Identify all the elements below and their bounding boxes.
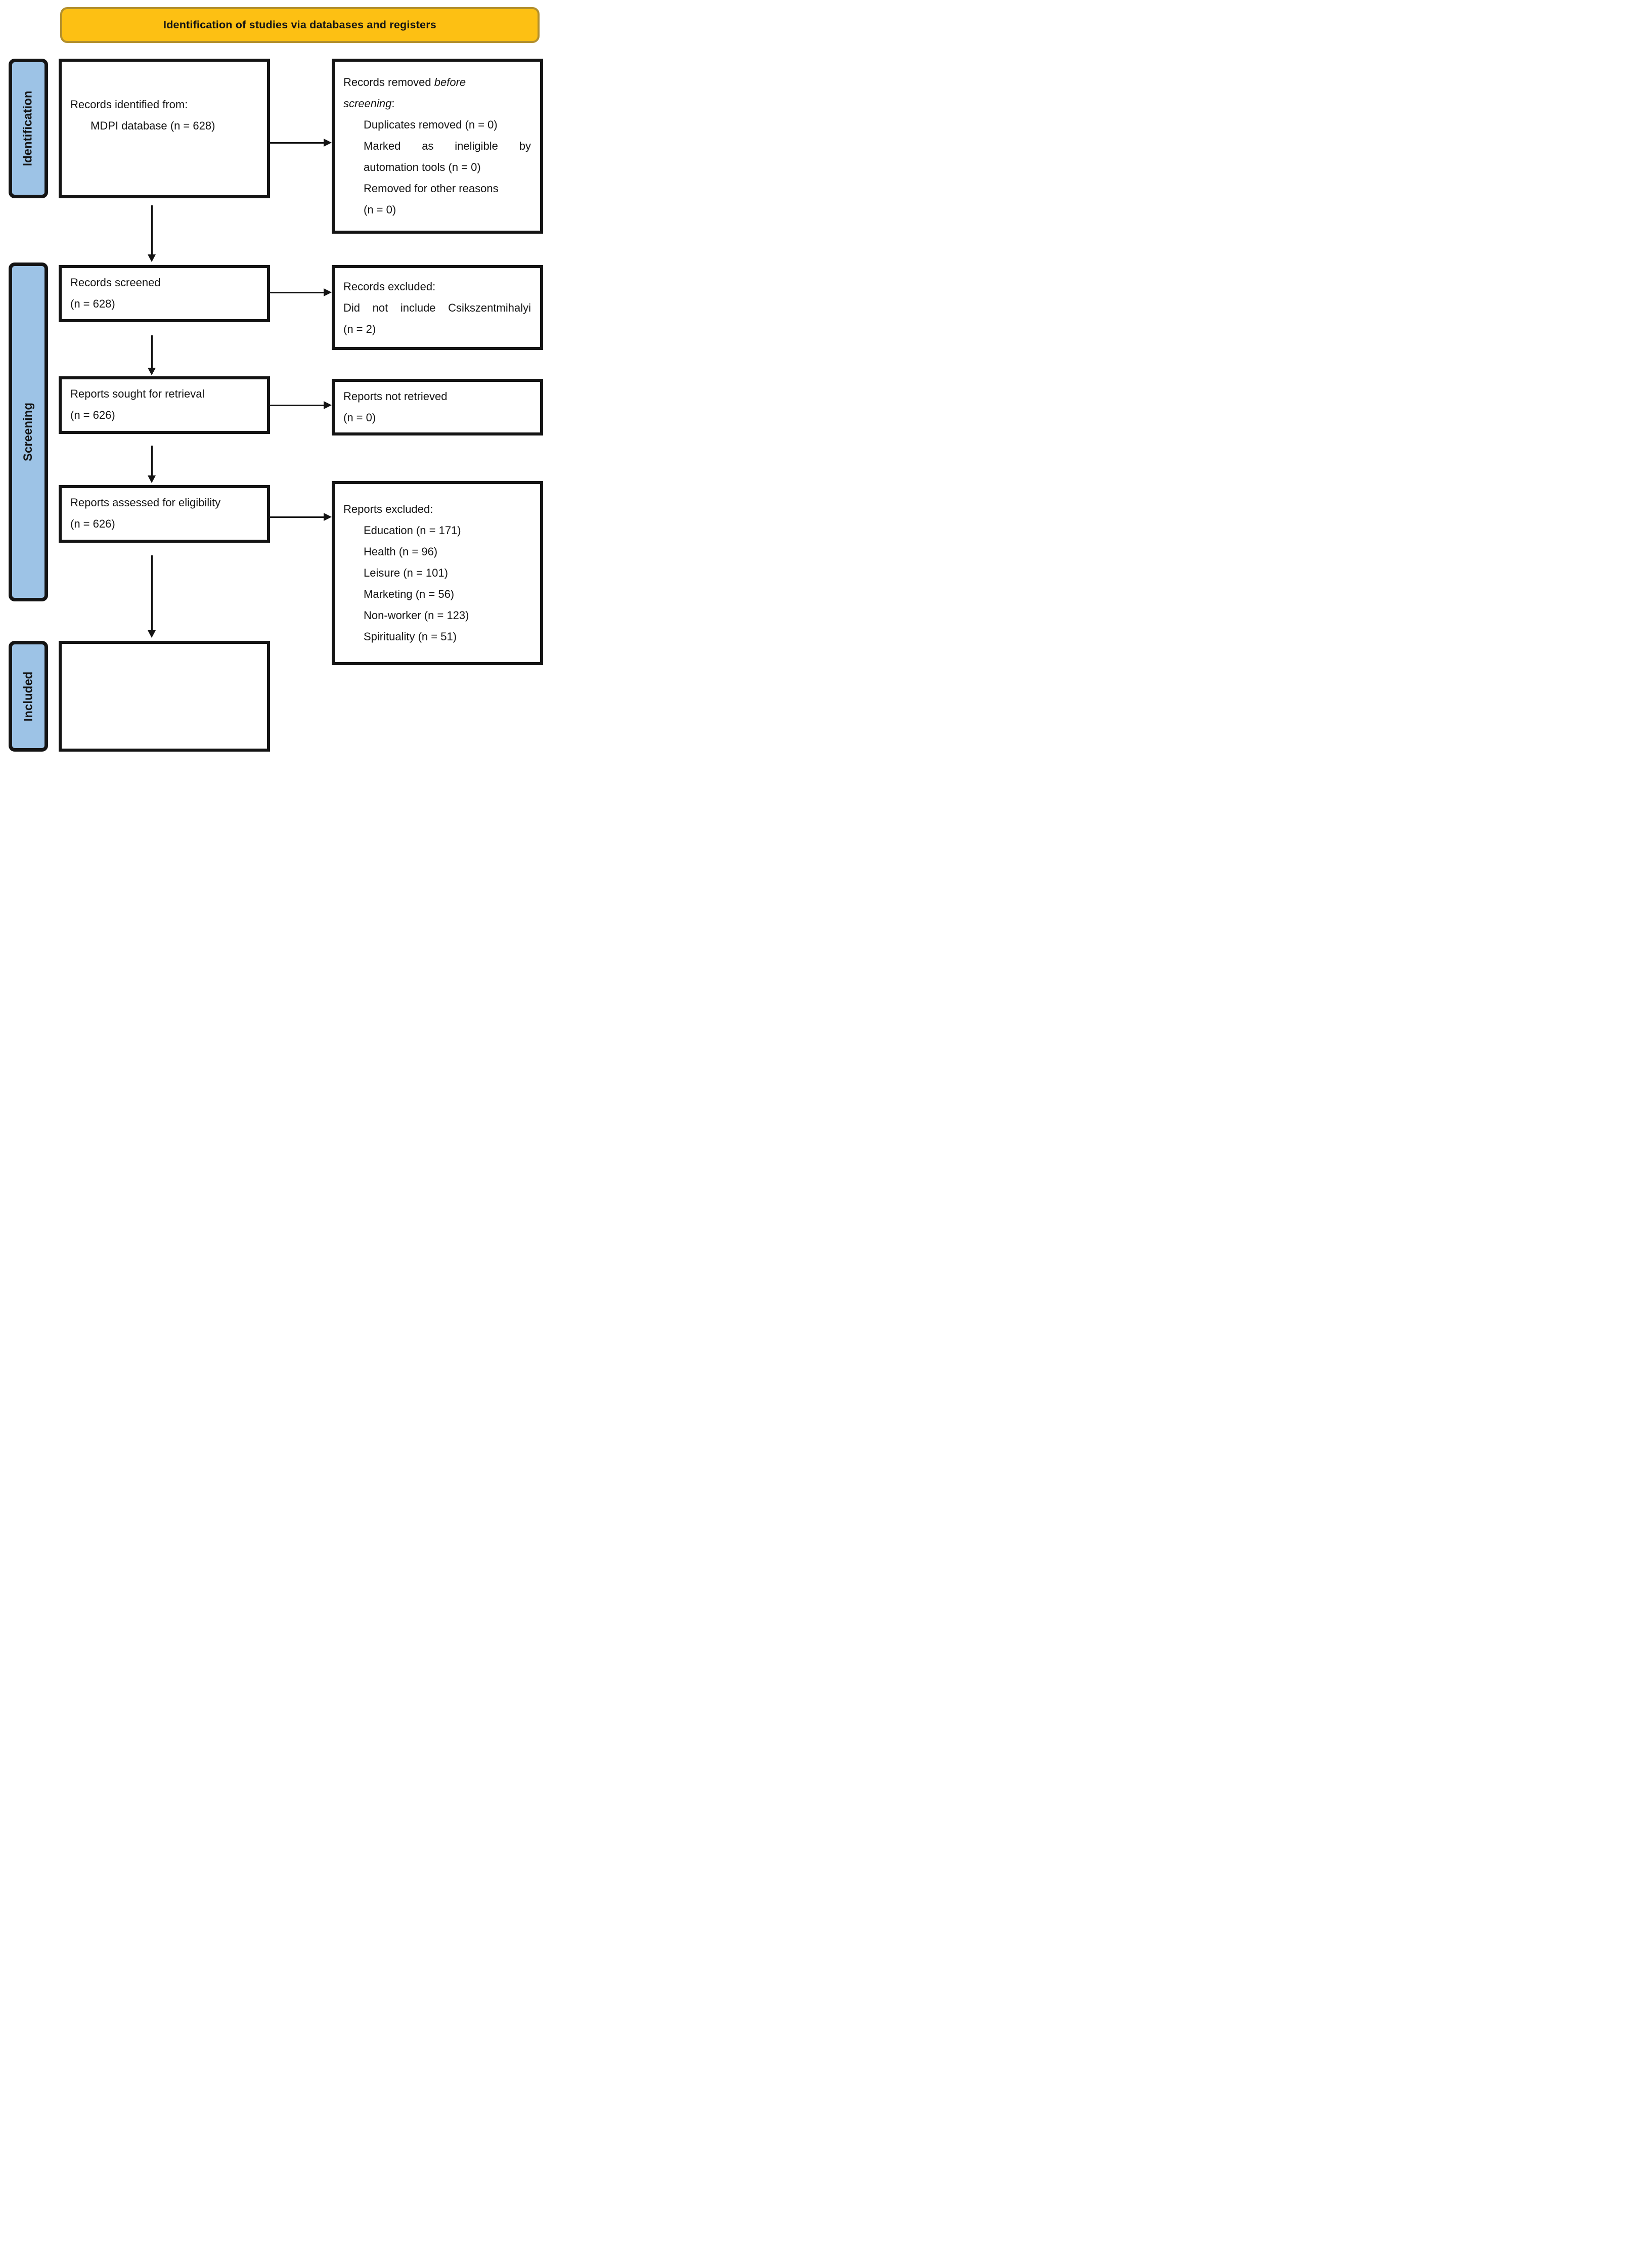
stage-screening-label: Screening xyxy=(21,402,35,462)
records-identified-box xyxy=(59,59,270,198)
reports-assessed-for-eligibility-box xyxy=(59,485,270,543)
text-line: Did not include Csikszentmihalyi xyxy=(343,301,531,314)
text-line: Reports assessed for eligibility xyxy=(70,496,221,509)
text-line: (n = 626) xyxy=(70,409,115,421)
text-line: Reports sought for retrieval xyxy=(70,387,205,400)
text-line: Health (n = 96) xyxy=(364,545,438,558)
text-line: Records excluded: xyxy=(343,280,436,293)
text-line: (n = 626) xyxy=(70,517,115,530)
text-line: Records removed before xyxy=(343,76,466,89)
stage-identification-label: Identification xyxy=(21,91,35,166)
arrow-right-icon xyxy=(270,292,324,293)
records-excluded-box xyxy=(332,265,543,350)
text-line: Education (n = 171) xyxy=(364,524,461,537)
text-line: Non-worker (n = 123) xyxy=(364,609,469,622)
text-line: Records screened xyxy=(70,276,161,289)
text-line: (n = 0) xyxy=(364,203,396,216)
stage-identification xyxy=(9,59,48,198)
reports-excluded-box xyxy=(332,481,543,665)
text-line: Removed for other reasons xyxy=(364,182,499,195)
reports-not-retrieved-box xyxy=(332,379,543,435)
arrow-right-icon xyxy=(270,405,324,406)
arrow-right-icon xyxy=(270,142,324,144)
records-screened-box xyxy=(59,265,270,322)
text-line: (n = 0) xyxy=(343,411,376,424)
stage-included xyxy=(9,641,48,752)
stage-screening xyxy=(9,263,48,601)
text-line: Leisure (n = 101) xyxy=(364,566,448,579)
records-removed-before-screening-box xyxy=(332,59,543,234)
text-line: Spirituality (n = 51) xyxy=(364,630,457,643)
banner-title: Identification of studies via databases and registers xyxy=(163,19,436,31)
studies-included-in-review-box xyxy=(59,641,270,752)
text-line: Duplicates removed (n = 0) xyxy=(364,118,498,131)
text-line: Reports excluded: xyxy=(343,503,433,515)
text-line: (n = 2) xyxy=(343,323,376,335)
arrow-right-icon xyxy=(270,516,324,518)
text-line: automation tools (n = 0) xyxy=(364,161,481,173)
arrow-down-icon xyxy=(151,205,153,254)
text-line: MDPI database (n = 628) xyxy=(91,119,215,132)
text-line: Records identified from: xyxy=(70,98,188,111)
text-line: (n = 628) xyxy=(70,297,115,310)
arrow-down-icon xyxy=(151,335,153,368)
reports-sought-for-retrieval-box xyxy=(59,376,270,434)
text-line: Marked as ineligible by xyxy=(364,140,531,152)
stage-included-label: Included xyxy=(21,671,35,721)
arrow-down-icon xyxy=(151,446,153,475)
arrow-down-icon xyxy=(151,555,153,630)
text-line: Reports not retrieved xyxy=(343,390,448,403)
prisma-flow-diagram xyxy=(0,0,549,756)
text-line: screening: xyxy=(343,97,395,110)
text-line: Marketing (n = 56) xyxy=(364,588,455,600)
banner xyxy=(60,7,540,43)
